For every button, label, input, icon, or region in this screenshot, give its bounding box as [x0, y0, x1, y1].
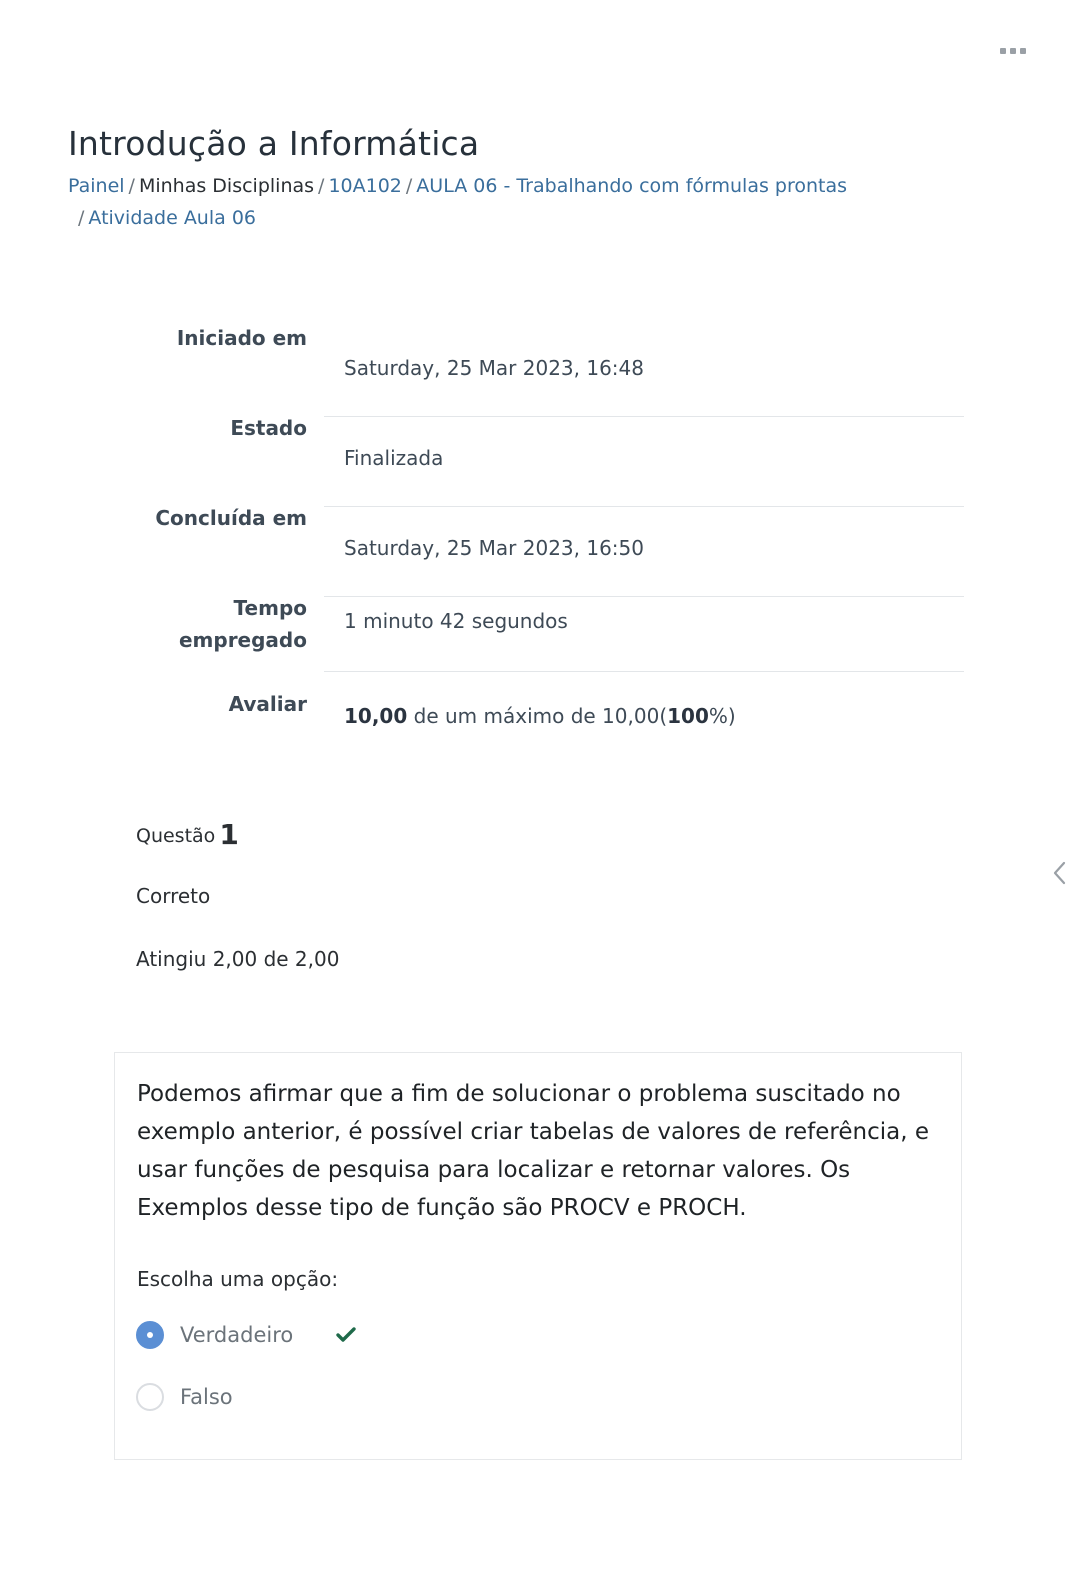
chevron-left-icon[interactable]: [1050, 860, 1070, 886]
summary-label: Estado: [230, 416, 307, 440]
more-dot: [1020, 48, 1026, 54]
breadcrumb-painel[interactable]: Painel: [68, 175, 125, 197]
question-text: Podemos afirmar que a fim de solucionar o problema suscitado no exemplo anterior, é possível criar tabelas de valores de referência, e usar funções de pesquisa para localizar e retornar valores. Os Exemplos desse tipo de função são PROCV e PROCH.: [137, 1081, 929, 1221]
grade-score: 10,00: [344, 704, 408, 728]
breadcrumb-course[interactable]: 10A102: [328, 175, 402, 197]
option-verdadeiro[interactable]: [136, 1321, 357, 1349]
breadcrumb-aula[interactable]: AULA 06 - Trabalhando com fórmulas prontas: [416, 175, 848, 197]
breadcrumb-atividade[interactable]: Atividade Aula 06: [88, 207, 256, 229]
option-label: Verdadeiro: [180, 1323, 294, 1347]
question-info: [136, 818, 536, 971]
summary-label: Iniciado em: [176, 326, 307, 350]
radio-button[interactable]: [136, 1383, 164, 1411]
option-label: Falso: [180, 1385, 233, 1409]
question-number: [136, 818, 536, 854]
breadcrumb-separator: /: [128, 175, 135, 197]
summary-value: Finalizada: [344, 446, 444, 470]
divider: [324, 671, 964, 672]
more-dot: [1000, 48, 1006, 54]
summary-label: Concluída em: [155, 506, 307, 530]
radio-button[interactable]: [136, 1321, 164, 1349]
question-content: [114, 1052, 962, 1460]
summary-label: [107, 592, 307, 656]
breadcrumb: [68, 170, 928, 234]
divider: [324, 596, 964, 597]
grade-percent: 100: [667, 704, 709, 728]
grade-suffix: %): [708, 704, 736, 728]
more-options-button[interactable]: [1000, 44, 1026, 58]
divider: [324, 506, 964, 507]
question-number-value: 1: [219, 818, 239, 851]
grade-text: de um máximo de 10,00(: [407, 704, 668, 728]
question-state: Correto: [136, 884, 211, 908]
breadcrumb-minhas-disciplinas: Minhas Disciplinas: [138, 175, 315, 197]
question-label: Questão: [136, 825, 216, 847]
summary-label: Avaliar: [228, 692, 307, 716]
question-prompt: Escolha uma opção:: [137, 1267, 339, 1291]
summary-label-line: empregado: [178, 628, 307, 652]
summary-value: [344, 704, 736, 728]
breadcrumb-separator: /: [78, 207, 85, 229]
divider: [324, 416, 964, 417]
breadcrumb-separator: /: [318, 175, 325, 197]
breadcrumb-separator: /: [405, 175, 413, 197]
check-icon: [335, 1326, 357, 1344]
page-title: Introdução a Informática: [68, 124, 480, 163]
question-grade: Atingiu 2,00 de 2,00: [136, 947, 340, 971]
summary-value: Saturday, 25 Mar 2023, 16:48: [344, 356, 644, 380]
summary-value: 1 minuto 42 segundos: [344, 609, 568, 633]
summary-value: Saturday, 25 Mar 2023, 16:50: [344, 536, 644, 560]
summary-label-line: Tempo: [233, 596, 307, 620]
more-dot: [1010, 48, 1016, 54]
option-falso[interactable]: [136, 1383, 233, 1411]
